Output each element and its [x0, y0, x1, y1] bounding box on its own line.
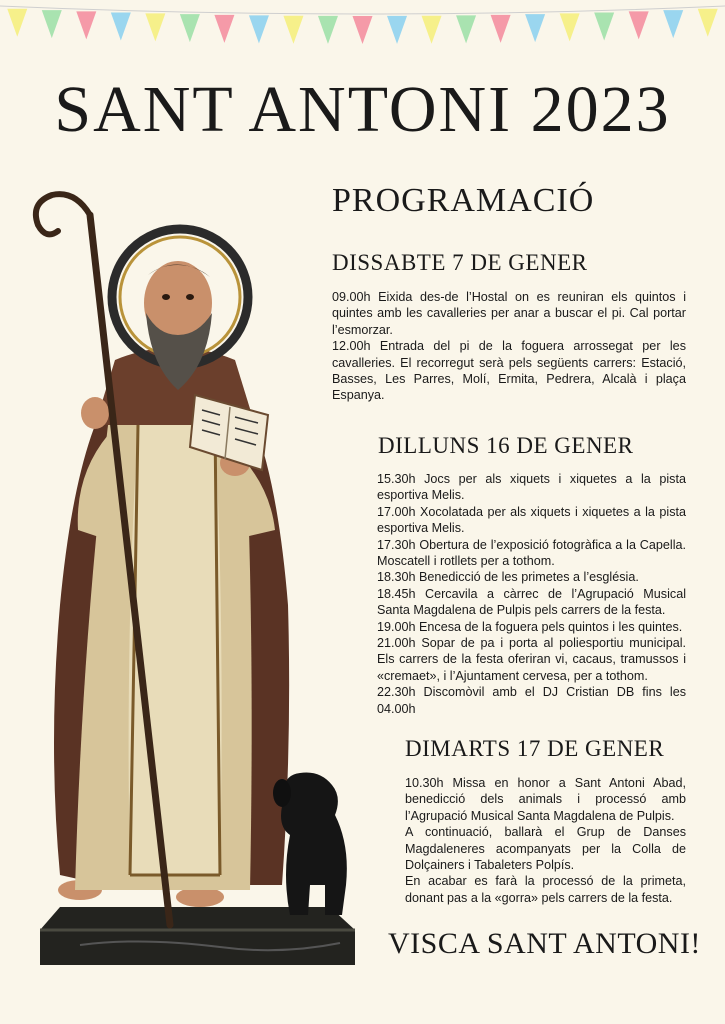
schedule-item: 18.30h Benedicció de les primetes a l’església. [377, 570, 639, 585]
schedule-item: 21.00h Sopar de pa i porta al poliesportiu municipal. Els carrers de la festa oferiran vi, cacaus, tramussos i «cremaet», i l’Ajuntament cervesa, per a tothom. [377, 636, 686, 683]
bunting-flag [594, 12, 614, 40]
day-heading-monday: DILLUNS 16 DE GENER [378, 433, 634, 458]
bunting-flag [76, 11, 96, 39]
bunting-flag [42, 10, 62, 38]
monday-schedule [377, 471, 686, 717]
schedule-item: En acabar es farà la processó de la primeta, donant pas a la «gorra» pels carrers de la festa. [405, 874, 686, 905]
bunting-decoration [0, 0, 725, 60]
day-heading-saturday: DISSABTE 7 DE GENER [332, 250, 588, 275]
schedule-item: 22.30h Discomòvil amb el DJ Cristian DB fins les 04.00h [377, 685, 686, 716]
closing-slogan: VISCA SANT ANTONI! [388, 927, 701, 960]
day-heading-tuesday: DIMARTS 17 DE GENER [405, 736, 665, 761]
bunting-flag [525, 14, 545, 42]
bunting-flag [283, 16, 303, 44]
bunting-flag [7, 9, 27, 37]
bunting-flag [111, 12, 131, 40]
saturday-schedule [332, 289, 686, 404]
bunting-flag [491, 15, 511, 43]
bunting-flag [145, 13, 165, 41]
saint-anthony-statue-illustration [20, 185, 370, 985]
bunting-flag [663, 10, 683, 38]
bunting-flag [353, 16, 373, 44]
programme-heading: PROGRAMACIÓ [332, 182, 595, 219]
schedule-item: 18.45h Cercavila a càrrec de l’Agrupació Musical Santa Magdalena de Pulpis pels carrers de la festa. [377, 586, 686, 618]
schedule-item: 10.30h Missa en honor a Sant Antoni Abad, benedicció dels animals i processó amb l’Agrupació Musical Santa Magdalena de Pulpis. [405, 776, 686, 823]
schedule-item: 17.00h Xocolatada per als xiquets i xiquetes a la pista esportiva Melis. [377, 504, 686, 536]
bunting-flag [629, 11, 649, 39]
schedule-item: 15.30h Jocs per als xiquets i xiquetes a la pista esportiva Melis. [377, 472, 686, 503]
bunting-flag [249, 15, 269, 43]
bunting-flag [456, 15, 476, 43]
schedule-item: 09.00h Eixida des-de l’Hostal on es reuniran els quintos i quintes amb les cavalleries per anar a buscar el pi. Cal portar l’esmorzar. [332, 290, 686, 337]
tuesday-schedule [405, 775, 686, 906]
bunting-flag [180, 14, 200, 42]
bunting-flag [698, 9, 718, 37]
schedule-item: 17.30h Obertura de l’exposició fotogràfica a la Capella. Moscatell i rotllets per a tothom. [377, 537, 686, 569]
bunting-flag [387, 16, 407, 44]
bunting-flag [560, 13, 580, 41]
poster-title: SANT ANTONI 2023 [54, 73, 671, 146]
schedule-item: A continuació, ballarà el Grup de Danses Magdaleneres acompanyats per la Colla de Dolçainers i Tabaleters Polpís. [405, 825, 686, 873]
bunting-flag [422, 16, 442, 44]
schedule-item: 19.00h Encesa de la foguera pels quintos i les quintes. [377, 619, 683, 634]
bunting-flag [214, 15, 234, 43]
bunting-flag [318, 16, 338, 44]
schedule-item: 12.00h Entrada del pi de la foguera arrossegat per les cavalleries. El recorregut serà pels següents carrers: Estació, Basses, Les Parres, Molí, Ermita, Pedrera, Alcalà i plaça Espanya. [332, 339, 686, 403]
